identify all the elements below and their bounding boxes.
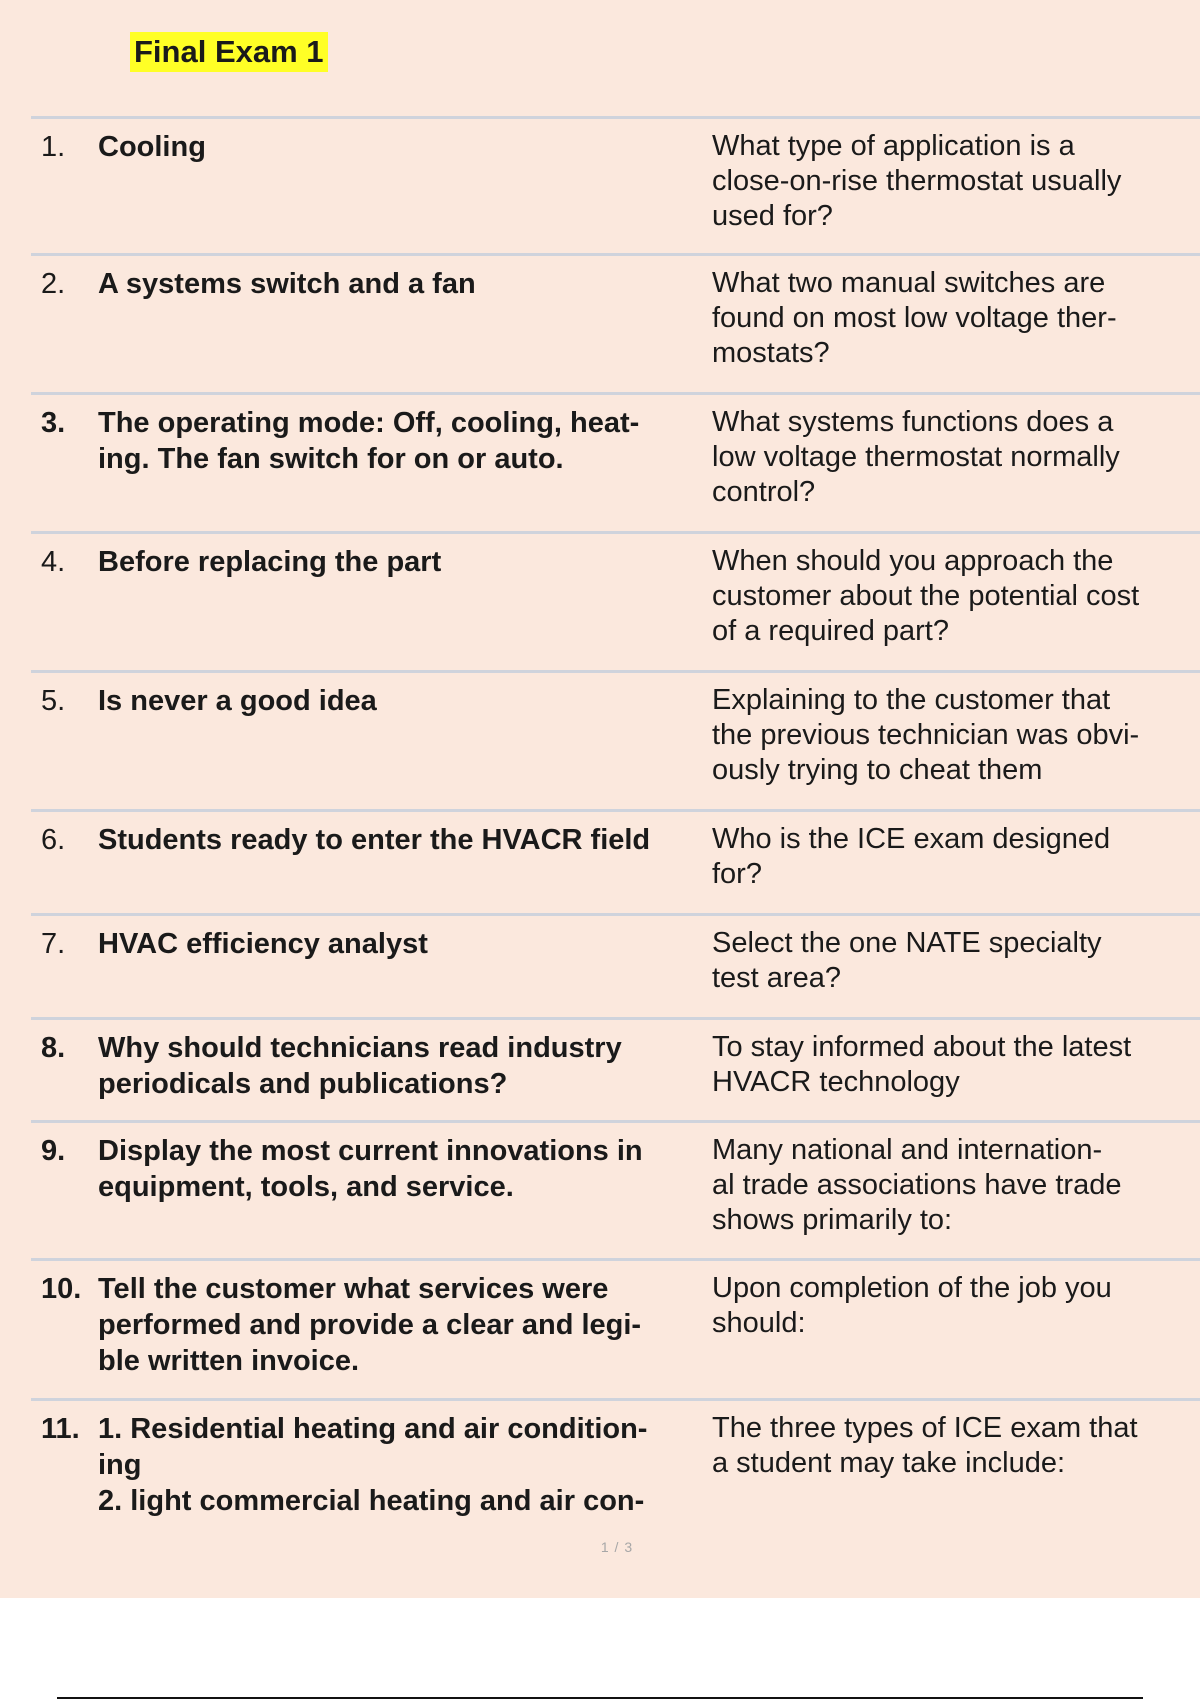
flashcard-row bbox=[31, 1123, 1200, 1261]
card-term: A systems switch and a fan bbox=[98, 268, 476, 300]
card-definition: Explaining to the customer that the previous technician was obvi- ously trying to cheat them bbox=[712, 684, 1140, 786]
card-term: Why should technicians read industry periodicals and publications? bbox=[98, 1032, 622, 1100]
card-number: 1. bbox=[41, 131, 66, 163]
card-definition: The three types of ICE exam that a student may take include: bbox=[712, 1412, 1138, 1479]
card-definition: When should you approach the customer about the potential cost of a required part? bbox=[712, 545, 1140, 647]
card-definition: Select the one NATE specialty test area? bbox=[712, 927, 1102, 994]
page-indicator: 1 / 3 bbox=[600, 1539, 634, 1555]
flashcard-row bbox=[31, 256, 1200, 395]
card-number: 6. bbox=[41, 824, 66, 856]
card-number: 11. bbox=[41, 1413, 80, 1445]
card-definition: What type of application is a close-on-rise thermostat usually used for? bbox=[712, 130, 1122, 232]
card-term: Cooling bbox=[98, 131, 206, 163]
card-number: 4. bbox=[41, 546, 66, 578]
card-number: 3. bbox=[41, 407, 66, 439]
card-term: Students ready to enter the HVACR field bbox=[98, 824, 651, 856]
card-term: 1. Residential heating and air condition- ing 2. light commercial heating and air con- bbox=[98, 1413, 648, 1517]
flashcard-row bbox=[31, 916, 1200, 1020]
card-definition: To stay informed about the latest HVACR technology bbox=[712, 1031, 1132, 1098]
card-number: 2. bbox=[41, 268, 66, 300]
card-definition: Upon completion of the job you should: bbox=[712, 1272, 1112, 1339]
card-definition: What two manual switches are found on most low voltage ther- mostats? bbox=[712, 267, 1117, 369]
card-term: HVAC efficiency analyst bbox=[98, 928, 428, 960]
card-number: 8. bbox=[41, 1032, 66, 1064]
card-term: The operating mode: Off, cooling, heat- ing. The fan switch for on or auto. bbox=[98, 407, 640, 475]
card-term: Before replacing the part bbox=[98, 546, 442, 578]
footer-rule bbox=[57, 1697, 1143, 1699]
card-number: 9. bbox=[41, 1135, 66, 1167]
card-number: 10. bbox=[41, 1273, 82, 1305]
card-term: Display the most current innovations in equipment, tools, and service. bbox=[98, 1135, 643, 1203]
card-term: Is never a good idea bbox=[98, 685, 377, 717]
card-definition: Many national and internation- al trade associations have trade shows primarily to: bbox=[712, 1134, 1122, 1236]
flashcard-row bbox=[31, 534, 1200, 673]
document-title: Final Exam 1 bbox=[130, 32, 328, 72]
flashcard-row bbox=[31, 1020, 1200, 1123]
flashcard-row bbox=[31, 1261, 1200, 1401]
flashcard-list bbox=[31, 116, 1200, 1598]
card-definition: Who is the ICE exam designed for? bbox=[712, 823, 1111, 890]
card-term: Tell the customer what services were performed and provide a clear and legi- ble written invoice. bbox=[98, 1273, 642, 1377]
card-definition: What systems functions does a low voltage thermostat normally control? bbox=[712, 406, 1120, 508]
flashcard-row bbox=[31, 673, 1200, 812]
flashcard-row bbox=[31, 395, 1200, 534]
flashcard-row bbox=[31, 1401, 1200, 1598]
card-number: 7. bbox=[41, 928, 66, 960]
flashcard-row bbox=[31, 119, 1200, 256]
card-number: 5. bbox=[41, 685, 66, 717]
flashcard-row bbox=[31, 812, 1200, 916]
